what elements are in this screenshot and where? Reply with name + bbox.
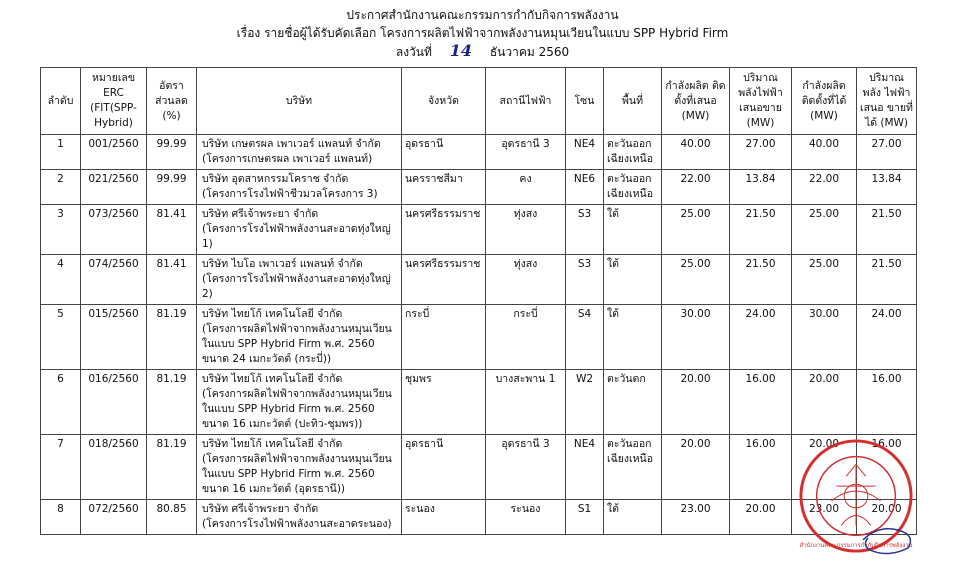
- selected-projects-table: [40, 67, 917, 535]
- cell-company: [197, 305, 402, 370]
- cell-substation: ทุ่งสง: [486, 205, 566, 255]
- cell-awarded-power: 21.50: [857, 205, 917, 255]
- date-suffix: ธันวาคม 2560: [489, 45, 570, 59]
- cell-offered-power: 16.00: [730, 370, 792, 435]
- table-row: [41, 170, 917, 205]
- cell-province: อุดรธานี: [402, 135, 486, 170]
- cell-company: [197, 170, 402, 205]
- cell-zone: NE6: [566, 170, 604, 205]
- cell-offered-capacity: 25.00: [662, 255, 730, 305]
- announcement-subject: เรื่อง รายชื่อผู้ได้รับคัดเลือก โครงการผลิตไฟฟ้าจากพลังงานหมุนเวียนในแบบ SPP Hybrid Firm: [236, 26, 729, 40]
- cell-discount: 80.85: [147, 500, 197, 535]
- cell-zone: NE4: [566, 135, 604, 170]
- col-header: ปริมาณพลัง ไฟฟ้าเสนอ ขายที่ได้ (MW): [857, 68, 917, 135]
- cell-zone: S1: [566, 500, 604, 535]
- table-row: [41, 205, 917, 255]
- cell-offered-power: 21.50: [730, 205, 792, 255]
- announcement-title: ประกาศสำนักงานคณะกรรมการกำกับกิจการพลังงาน: [346, 8, 619, 22]
- company-name: บริษัท ศรีเจ้าพระยา จำกัด: [202, 503, 319, 515]
- table-row: [41, 135, 917, 170]
- cell-awarded-power: 21.50: [857, 255, 917, 305]
- cell-awarded-capacity: 25.00: [792, 205, 857, 255]
- cell-erc: 018/2560: [81, 435, 147, 500]
- cell-awarded-power: 16.00: [857, 370, 917, 435]
- cell-awarded-power: 27.00: [857, 135, 917, 170]
- cell-company: [197, 500, 402, 535]
- cell-no: 7: [41, 435, 81, 500]
- table-row: [41, 255, 917, 305]
- cell-no: 4: [41, 255, 81, 305]
- cell-discount: 81.19: [147, 305, 197, 370]
- cell-offered-capacity: 25.00: [662, 205, 730, 255]
- col-header: จังหวัด: [402, 68, 486, 135]
- project-name: (โครงการโรงไฟฟ้าพลังงานสะอาดระนอง): [202, 518, 392, 530]
- project-name: (โครงการผลิตไฟฟ้าจากพลังงานหมุนเวียนในแบบ SPP Hybrid Firm พ.ศ. 2560 ขนาด 16 เมกะวัตต์ (อุดรธานี)): [202, 453, 392, 495]
- cell-offered-capacity: 40.00: [662, 135, 730, 170]
- cell-company: [197, 370, 402, 435]
- cell-awarded-capacity: 25.00: [792, 255, 857, 305]
- document-header: [0, 6, 965, 61]
- col-header: อัตรา ส่วนลด (%): [147, 68, 197, 135]
- col-header: โซน: [566, 68, 604, 135]
- company-name: บริษัท ไทยโก้ เทคโนโลยี จำกัด: [202, 373, 343, 385]
- cell-province: ระนอง: [402, 500, 486, 535]
- cell-substation: คง: [486, 170, 566, 205]
- cell-discount: 99.99: [147, 170, 197, 205]
- cell-area: ตะวันตก: [604, 370, 662, 435]
- cell-substation: อุดรธานี 3: [486, 135, 566, 170]
- cell-zone: S3: [566, 255, 604, 305]
- cell-offered-capacity: 22.00: [662, 170, 730, 205]
- cell-company: [197, 205, 402, 255]
- col-header: พื้นที่: [604, 68, 662, 135]
- cell-discount: 99.99: [147, 135, 197, 170]
- company-name: บริษัท เกษตรผล เพาเวอร์ แพลนท์ จำกัด: [202, 138, 381, 150]
- cell-no: 1: [41, 135, 81, 170]
- cell-zone: NE4: [566, 435, 604, 500]
- cell-offered-power: 20.00: [730, 500, 792, 535]
- col-header: สถานีไฟฟ้า: [486, 68, 566, 135]
- cell-awarded-power: 24.00: [857, 305, 917, 370]
- cell-erc: 015/2560: [81, 305, 147, 370]
- cell-area: ใต้: [604, 205, 662, 255]
- cell-province: นครราชสีมา: [402, 170, 486, 205]
- table-body: [41, 135, 917, 535]
- project-name: (โครงการเกษตรผล เพาเวอร์ แพลนท์): [202, 153, 373, 165]
- cell-erc: 072/2560: [81, 500, 147, 535]
- cell-area: ตะวันออกเฉียงเหนือ: [604, 170, 662, 205]
- cell-erc: 021/2560: [81, 170, 147, 205]
- cell-erc: 074/2560: [81, 255, 147, 305]
- cell-no: 2: [41, 170, 81, 205]
- cell-offered-power: 13.84: [730, 170, 792, 205]
- project-name: (โครงการโรงไฟฟ้าชีวมวลโครงการ 3): [202, 188, 378, 200]
- cell-discount: 81.41: [147, 255, 197, 305]
- cell-erc: 016/2560: [81, 370, 147, 435]
- cell-province: นครศรีธรรมราช: [402, 255, 486, 305]
- cell-substation: บางสะพาน 1: [486, 370, 566, 435]
- cell-area: ตะวันออกเฉียงเหนือ: [604, 135, 662, 170]
- cell-area: ตะวันออกเฉียงเหนือ: [604, 435, 662, 500]
- col-header: ปริมาณ พลังไฟฟ้า เสนอขาย (MW): [730, 68, 792, 135]
- cell-offered-power: 21.50: [730, 255, 792, 305]
- cell-offered-capacity: 20.00: [662, 370, 730, 435]
- cell-substation: กระบี่: [486, 305, 566, 370]
- cell-area: ใต้: [604, 500, 662, 535]
- cell-area: ใต้: [604, 255, 662, 305]
- cell-company: [197, 255, 402, 305]
- cell-offered-capacity: 30.00: [662, 305, 730, 370]
- announcement-date: [0, 42, 965, 61]
- cell-discount: 81.41: [147, 205, 197, 255]
- company-name: บริษัท ไทยโก้ เทคโนโลยี จำกัด: [202, 438, 343, 450]
- cell-no: 5: [41, 305, 81, 370]
- cell-province: ชุมพร: [402, 370, 486, 435]
- cell-discount: 81.19: [147, 370, 197, 435]
- col-header: กำลังผลิต ติดตั้งที่เสนอ (MW): [662, 68, 730, 135]
- cell-province: อุดรธานี: [402, 435, 486, 500]
- cell-province: กระบี่: [402, 305, 486, 370]
- date-prefix: ลงวันที่: [395, 45, 432, 59]
- project-name: (โครงการผลิตไฟฟ้าจากพลังงานหมุนเวียนในแบบ SPP Hybrid Firm พ.ศ. 2560 ขนาด 16 เมกะวัตต์ (ปะทิว-ชุมพร)): [202, 388, 392, 430]
- cell-discount: 81.19: [147, 435, 197, 500]
- cell-awarded-power: 13.84: [857, 170, 917, 205]
- cell-zone: W2: [566, 370, 604, 435]
- cell-no: 6: [41, 370, 81, 435]
- project-name: (โครงการผลิตไฟฟ้าจากพลังงานหมุนเวียนในแบบ SPP Hybrid Firm พ.ศ. 2560 ขนาด 24 เมกะวัตต์ (กระบี่)): [202, 323, 392, 365]
- cell-awarded-capacity: 20.00: [792, 370, 857, 435]
- project-name: (โครงการโรงไฟฟ้าพลังงานสะอาดทุ่งใหญ่ 1): [202, 223, 391, 250]
- project-name: (โครงการโรงไฟฟ้าพลังงานสะอาดทุ่งใหญ่ 2): [202, 273, 391, 300]
- cell-erc: 073/2560: [81, 205, 147, 255]
- table-row: [41, 370, 917, 435]
- cell-offered-power: 27.00: [730, 135, 792, 170]
- col-header: หมายเลข ERC (FIT(SPP-Hybrid): [81, 68, 147, 135]
- company-name: บริษัท อุตสาหกรรมโคราช จำกัด: [202, 173, 349, 185]
- company-name: บริษัท ไบโอ เพาเวอร์ แพลนท์ จำกัด: [202, 258, 363, 270]
- table-header-row: [41, 68, 917, 135]
- table-row: [41, 500, 917, 535]
- table-row: [41, 435, 917, 500]
- col-header: บริษัท: [197, 68, 402, 135]
- col-header: กำลังผลิต ติดตั้งที่ได้ (MW): [792, 68, 857, 135]
- cell-awarded-power: 16.00: [857, 435, 917, 500]
- cell-area: ใต้: [604, 305, 662, 370]
- cell-substation: อุดรธานี 3: [486, 435, 566, 500]
- cell-no: 3: [41, 205, 81, 255]
- cell-no: 8: [41, 500, 81, 535]
- cell-awarded-power: 20.00: [857, 500, 917, 535]
- cell-substation: ทุ่งสง: [486, 255, 566, 305]
- cell-province: นครศรีธรรมราช: [402, 205, 486, 255]
- table-row: [41, 305, 917, 370]
- date-day: 14: [449, 41, 473, 60]
- cell-zone: S4: [566, 305, 604, 370]
- company-name: บริษัท ศรีเจ้าพระยา จำกัด: [202, 208, 319, 220]
- company-name: บริษัท ไทยโก้ เทคโนโลยี จำกัด: [202, 308, 343, 320]
- cell-company: [197, 435, 402, 500]
- cell-awarded-capacity: 23.00: [792, 500, 857, 535]
- cell-erc: 001/2560: [81, 135, 147, 170]
- cell-offered-capacity: 23.00: [662, 500, 730, 535]
- cell-zone: S3: [566, 205, 604, 255]
- col-header: ลำดับ: [41, 68, 81, 135]
- cell-substation: ระนอง: [486, 500, 566, 535]
- cell-awarded-capacity: 20.00: [792, 435, 857, 500]
- cell-offered-capacity: 20.00: [662, 435, 730, 500]
- signature-scribble-icon: [858, 520, 918, 560]
- cell-awarded-capacity: 30.00: [792, 305, 857, 370]
- cell-offered-power: 16.00: [730, 435, 792, 500]
- seal-text: สำนักงานคณะกรรมการกำกับกิจการพลังงาน: [799, 543, 913, 550]
- cell-awarded-capacity: 22.00: [792, 170, 857, 205]
- cell-awarded-capacity: 40.00: [792, 135, 857, 170]
- cell-offered-power: 24.00: [730, 305, 792, 370]
- cell-company: [197, 135, 402, 170]
